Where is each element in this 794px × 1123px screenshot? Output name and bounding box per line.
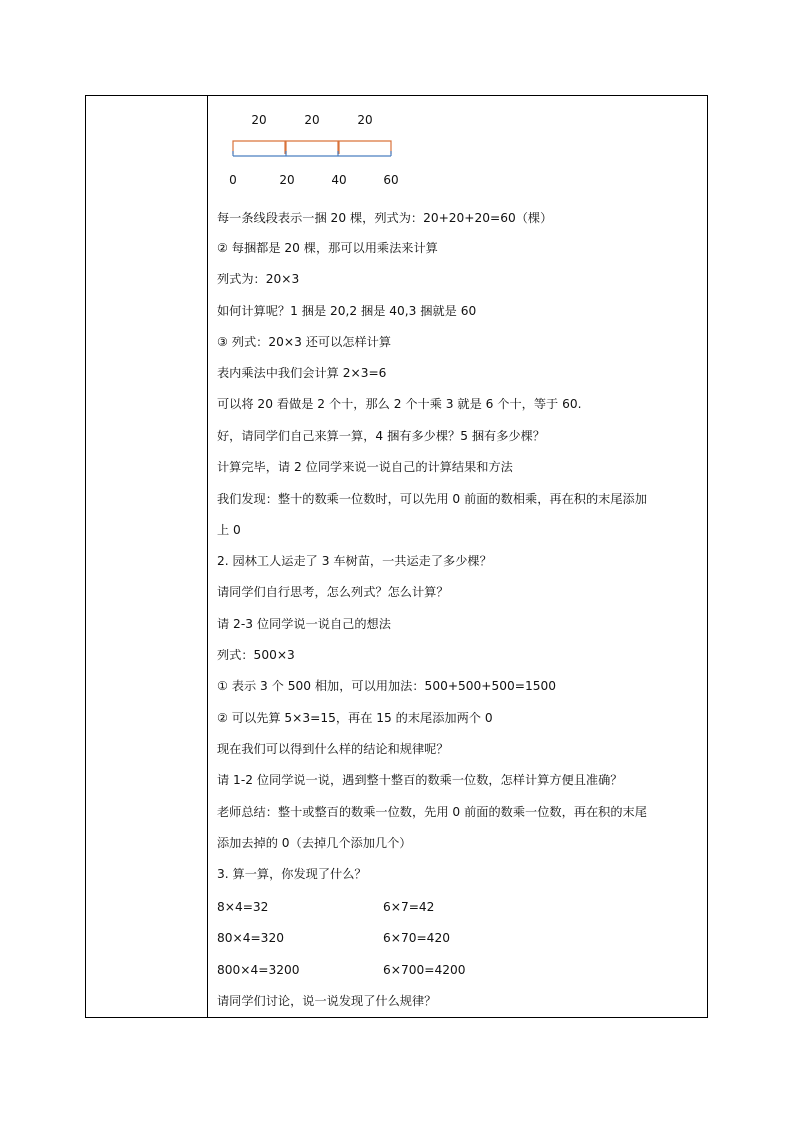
text-line: 请 1-2 位同学说一说，遇到整十整百的数乘一位数，怎样计算方便且准确？ xyxy=(217,773,623,787)
text-line: 如何计算呢？1 捆是 20,2 捆是 40,3 捆就是 60 xyxy=(217,304,477,318)
text-line: 计算完毕，请 2 位同学来说一说自己的计算结果和方法 xyxy=(217,460,513,474)
text-line: 好，请同学们自己来算一算，4 捆有多少棵？5 捆有多少棵？ xyxy=(217,429,545,443)
segment-label: 20 xyxy=(251,113,267,127)
segment-bracket xyxy=(286,141,338,154)
text-line: 列式为：20×3 xyxy=(217,272,300,286)
text-line: 3. 算一算，你发现了什么？ xyxy=(217,867,367,881)
axis-label: 40 xyxy=(331,173,347,187)
closing-question: 请同学们讨论，说一说发现了什么规律？ xyxy=(217,994,437,1008)
equation-left: 800×4=3200 xyxy=(217,963,300,977)
text-line: ② 可以先算 5×3=15，再在 15 的末尾添加两个 0 xyxy=(217,711,493,725)
text-line: ② 每捆都是 20 棵，那可以用乘法来计算 xyxy=(217,241,438,255)
lesson-table xyxy=(85,95,708,1018)
equation-right: 6×700=4200 xyxy=(383,963,466,977)
segment-bracket xyxy=(339,141,391,154)
text-line: ③ 列式：20×3 还可以怎样计算 xyxy=(217,335,392,349)
text-line: 表内乘法中我们会计算 2×3=6 xyxy=(217,366,387,380)
axis-label: 0 xyxy=(229,173,237,187)
text-line: 列式：500×3 xyxy=(217,648,295,662)
column-divider xyxy=(207,96,208,1017)
text-line: 上 0 xyxy=(217,523,241,537)
text-line: 可以将 20 看做是 2 个十，那么 2 个十乘 3 就是 6 个十，等于 60. xyxy=(217,397,582,411)
number-line-svg xyxy=(221,96,421,196)
text-line: 请同学们自行思考，怎么列式？怎么计算？ xyxy=(217,585,449,599)
text-line: 请 2-3 位同学说一说自己的想法 xyxy=(217,617,391,631)
text-line: 2. 园林工人运走了 3 车树苗，一共运走了多少棵？ xyxy=(217,554,492,568)
equation-right: 6×70=420 xyxy=(383,931,450,945)
equation-left: 80×4=320 xyxy=(217,931,284,945)
text-line: 老师总结：整十或整百的数乘一位数，先用 0 前面的数乘一位数，再在积的末尾 xyxy=(217,805,647,819)
text-line: 添加去掉的 0（去掉几个添加几个） xyxy=(217,836,412,850)
text-line: 现在我们可以得到什么样的结论和规律呢？ xyxy=(217,742,449,756)
text-line: ① 表示 3 个 500 相加，可以用加法：500+500+500=1500 xyxy=(217,679,557,693)
number-line-diagram xyxy=(221,96,421,196)
text-line: 每一条线段表示一捆 20 棵，列式为：20+20+20=60（棵） xyxy=(217,211,553,225)
axis-label: 20 xyxy=(279,173,295,187)
equation-left: 8×4=32 xyxy=(217,900,269,914)
segment-bracket xyxy=(233,141,285,154)
equation-right: 6×7=42 xyxy=(383,900,435,914)
segment-label: 20 xyxy=(304,113,320,127)
text-line: 我们发现：整十的数乘一位数时，可以先用 0 前面的数相乘，再在积的末尾添加 xyxy=(217,492,647,506)
axis-label: 60 xyxy=(383,173,399,187)
segment-label: 20 xyxy=(357,113,373,127)
